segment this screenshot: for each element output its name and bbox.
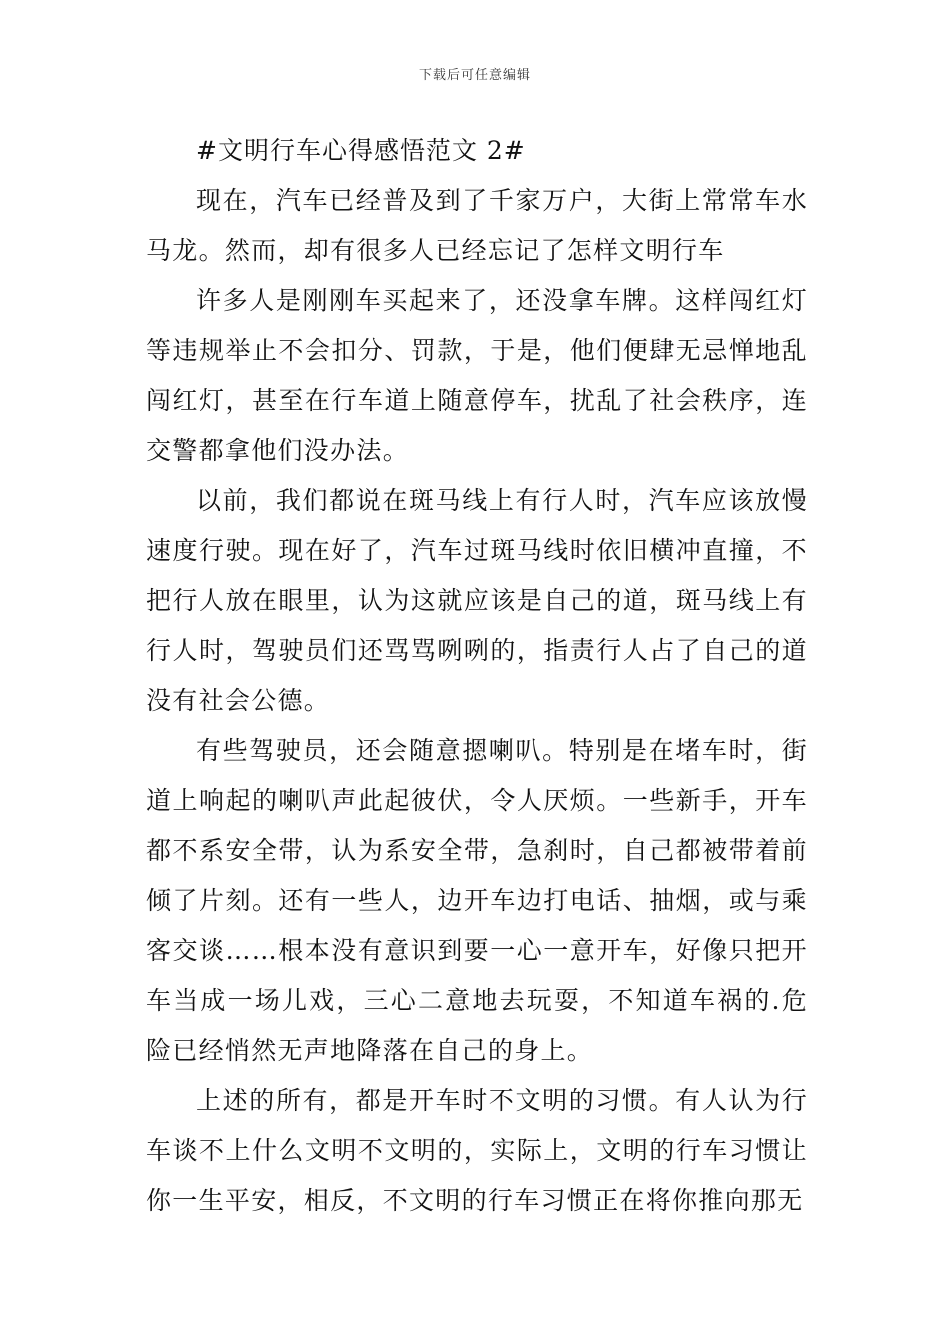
- page-header-note: 下载后可任意编辑: [418, 68, 531, 83]
- paragraph-2: 许多人是刚刚车买起来了，还没拿车牌。这样闯红灯等违规举止不会扣分、罚款，于是，他们便肆无忌惮地乱闯红灯，甚至在行车道上随意停车，扰乱了社会秩序，连交警都拿他们没办法。: [146, 286, 808, 465]
- paragraph-4: 有些驾驶员，还会随意摁喇叭。特别是在堵车时，街道上响起的喇叭声此起彼伏，令人厌烦。一些新手，开车都不系安全带，认为系安全带，急刹时，自己都被带着前倾了片刻。还有一些人，边开车边打电话、抽烟，或与乘客交谈……根本没有意识到要一心一意开车，好像只把开车当成一场儿戏，三心二意地去玩耍，不知道车祸的.危险已经悄然无声地降落在自己的身上。: [146, 736, 808, 1065]
- paragraph-5: 上述的所有，都是开车时不文明的习惯。有人认为行车谈不上什么文明不文明的，实际上，文明的行车习惯让你一生平安，相反，不文明的行车习惯正在将你推向那无: [146, 1086, 808, 1215]
- paragraph-3: 以前，我们都说在斑马线上有行人时，汽车应该放慢速度行驶。现在好了，汽车过斑马线时依旧横冲直撞，不把行人放在眼里，认为这就应该是自己的道，斑马线上有行人时，驾驶员们还骂骂咧咧的，指责行人占了自己的道没有社会公德。: [146, 486, 808, 715]
- document-title: #文明行车心得感悟范文 2#: [196, 136, 526, 165]
- document-body: [146, 126, 808, 1226]
- paragraph-1: 现在，汽车已经普及到了千家万户，大街上常常车水马龙。然而，却有很多人已经忘记了怎样文明行车: [146, 186, 808, 265]
